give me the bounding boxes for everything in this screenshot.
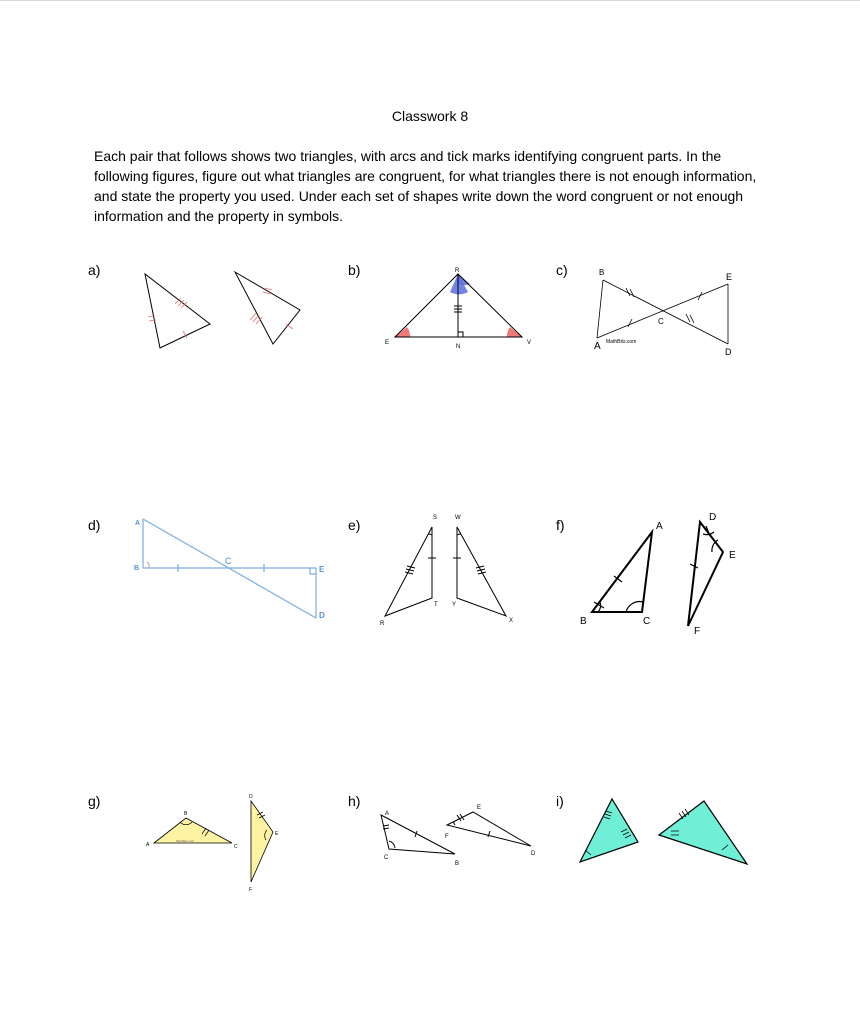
problem-d-figure <box>130 510 330 625</box>
problem-i-figure <box>575 795 760 875</box>
problem-e-label: e) <box>348 517 361 533</box>
vertex-r: R <box>380 621 385 627</box>
vertex-c: C <box>643 616 651 627</box>
vertex-a: A <box>135 520 141 527</box>
vertex-b: B <box>455 861 460 867</box>
watermark: MathBits.com <box>176 839 195 843</box>
vertex-a: A <box>146 842 150 848</box>
problem-h-figure <box>375 795 545 880</box>
vertex-e: E <box>385 340 390 346</box>
vertex-d: D <box>531 851 536 857</box>
problem-g-figure <box>140 790 295 900</box>
triangle-h-1 <box>381 815 455 854</box>
vertex-e: E <box>319 565 325 574</box>
problem-c-figure <box>588 262 748 367</box>
problem-d-label: d) <box>88 517 101 533</box>
problem-e-figure <box>375 510 525 630</box>
vertex-w: W <box>455 515 461 521</box>
vertex-y: Y <box>452 602 457 608</box>
vertex-x: X <box>509 618 514 624</box>
vertex-a: A <box>594 341 601 352</box>
triangle-i-2 <box>659 801 747 864</box>
triangle-h-2 <box>447 812 531 846</box>
problem-i-label: i) <box>556 793 564 809</box>
vertex-a: A <box>385 811 390 817</box>
vertex-c: C <box>658 317 664 326</box>
vertex-c: C <box>384 855 389 861</box>
problem-a-label: a) <box>88 262 101 278</box>
triangle-e-2 <box>457 527 506 616</box>
vertex-b: B <box>134 565 140 572</box>
vertex-e: E <box>726 272 733 282</box>
vertex-v: V <box>527 340 532 346</box>
triangle-g-2 <box>251 801 273 882</box>
page-top-border <box>0 0 860 1</box>
triangle-a-2 <box>235 272 300 344</box>
vertex-d: D <box>725 347 732 357</box>
page-title: Classwork 8 <box>391 108 469 124</box>
vertex-f: F <box>249 887 253 893</box>
problem-c-label: c) <box>556 262 568 278</box>
vertex-c: C <box>225 556 232 566</box>
triangle-a-1 <box>145 274 210 348</box>
angle-arc-right <box>507 327 522 337</box>
triangle-i-1 <box>580 799 638 862</box>
problem-b-figure <box>375 262 545 357</box>
vertex-d: D <box>709 512 717 523</box>
vertex-e: E <box>729 550 736 561</box>
problem-h-label: h) <box>348 793 361 809</box>
vertex-b: B <box>580 616 587 627</box>
problem-g-label: g) <box>88 793 101 809</box>
triangle-f-1 <box>592 532 652 612</box>
vertex-a: A <box>656 521 663 532</box>
problem-b-label: b) <box>348 262 361 278</box>
problem-a-figure <box>135 262 335 362</box>
vertex-f: F <box>445 834 449 840</box>
problem-f-label: f) <box>556 517 565 533</box>
vertex-r: R <box>455 268 460 274</box>
triangle-f-2 <box>688 522 723 626</box>
vertex-s: S <box>433 515 438 521</box>
vertex-t: T <box>434 602 438 608</box>
vertex-d: D <box>319 611 325 620</box>
vertex-n: N <box>456 344 461 350</box>
triangle-e-1 <box>385 527 432 616</box>
instructions-text: Each pair that follows shows two triangles, with arcs and tick marks identifying congruent parts. In the following figures, figure out what triangles are congruent, for what triangles there is not enough information, and state the property you used. Under each set of shapes write down the word congruent or not enough information and the property in symbols. <box>94 148 757 224</box>
vertex-c: C <box>234 844 238 850</box>
vertex-f: F <box>694 626 701 637</box>
watermark: MathBits.com <box>606 339 637 345</box>
vertex-e: E <box>275 831 279 837</box>
angle-arc-left <box>395 327 410 337</box>
vertex-b: B <box>599 268 605 277</box>
vertex-d: D <box>249 794 253 800</box>
problem-f-figure <box>570 508 755 638</box>
vertex-e: E <box>477 805 482 811</box>
vertex-b: B <box>184 811 188 817</box>
